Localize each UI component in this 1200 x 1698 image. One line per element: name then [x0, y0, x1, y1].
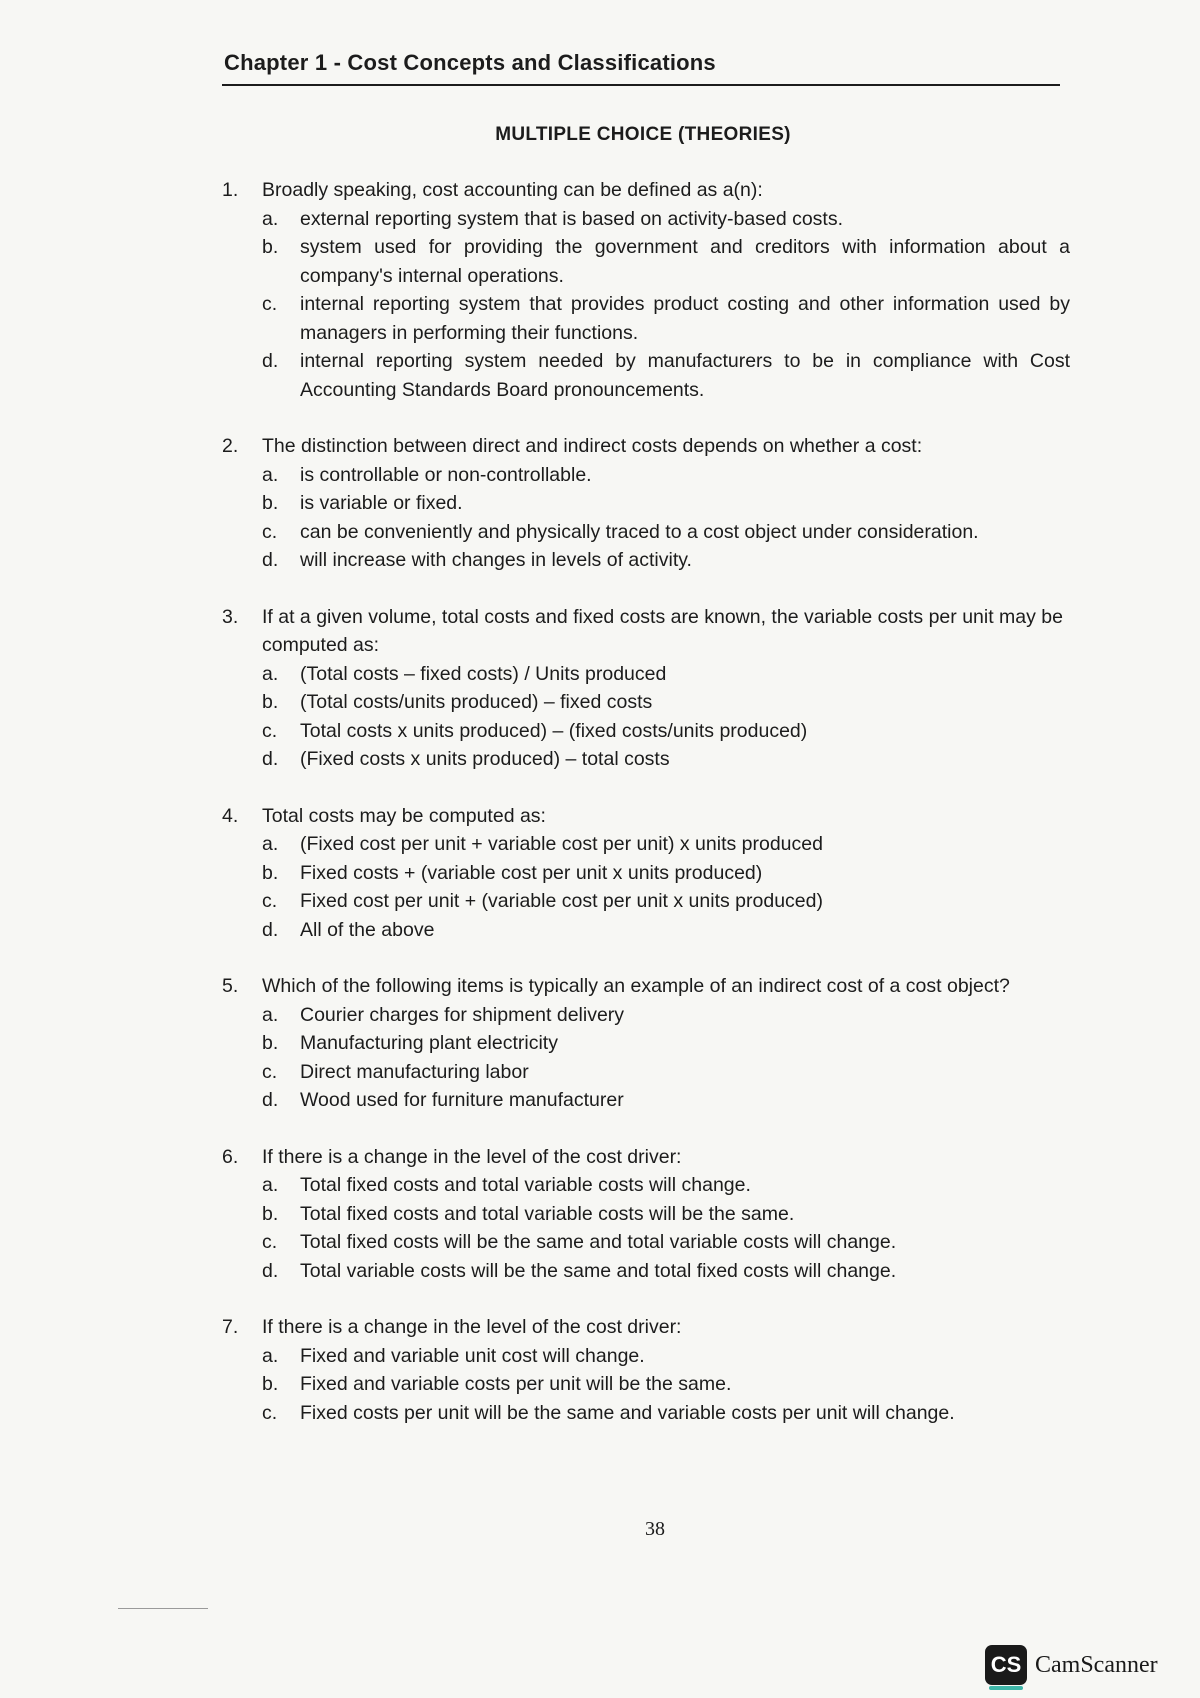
- option-text: Fixed costs + (variable cost per unit x units produced): [300, 861, 763, 884]
- answer-option: [262, 1058, 1070, 1087]
- answer-option: [262, 1399, 1070, 1428]
- option-text: (Fixed costs x units produced) – total costs: [300, 748, 670, 770]
- chapter-header: [222, 50, 1060, 86]
- option-list: [262, 461, 1070, 575]
- answer-option: [262, 830, 1070, 859]
- question-text: If there is a change in the level of the cost driver:: [262, 1316, 682, 1338]
- option-text: Wood used for furniture manufacturer: [300, 1089, 624, 1111]
- answer-option: [262, 546, 1070, 575]
- option-letter: b.: [262, 861, 279, 884]
- option-letter: d.: [262, 918, 279, 941]
- option-letter: c.: [262, 1060, 278, 1083]
- option-text: (Fixed cost per unit + variable cost per unit) x units produced: [300, 833, 823, 855]
- option-text: is controllable or non-controllable.: [300, 463, 592, 486]
- question-stem: [222, 432, 1070, 461]
- question-number: 2.: [222, 435, 239, 457]
- question-item: [222, 432, 1070, 575]
- option-text: (Total costs – fixed costs) / Units produced: [300, 662, 667, 685]
- question-stem: [222, 176, 1070, 205]
- answer-option: [262, 461, 1070, 490]
- option-letter: d.: [262, 549, 279, 571]
- option-letter: d.: [262, 1259, 279, 1282]
- answer-option: [262, 518, 1070, 547]
- option-letter: c.: [262, 293, 278, 315]
- question-number: 3.: [222, 605, 239, 628]
- answer-option: [262, 1171, 1070, 1200]
- option-text: Total costs x units produced) – (fixed costs/units produced): [300, 719, 808, 742]
- question-number: 4.: [222, 804, 239, 827]
- camscanner-logo-icon: CS: [985, 1645, 1027, 1685]
- option-text: Fixed cost per unit + (variable cost per unit x units produced): [300, 890, 823, 912]
- option-text: Total fixed costs and total variable costs will change.: [300, 1174, 751, 1196]
- answer-option: [262, 916, 1070, 945]
- question-item: [222, 1143, 1070, 1286]
- option-text: (Total costs/units produced) – fixed costs: [300, 691, 653, 713]
- option-letter: b.: [262, 1202, 279, 1225]
- question-item: [222, 176, 1070, 404]
- option-letter: b.: [262, 236, 279, 258]
- option-text: Total fixed costs will be the same and total variable costs will change.: [300, 1231, 897, 1253]
- answer-option: [262, 1200, 1070, 1229]
- option-letter: c.: [262, 1401, 278, 1424]
- question-stem: [222, 802, 1070, 831]
- question-stem: [222, 972, 1070, 1001]
- option-letter: a.: [262, 1174, 279, 1196]
- question-number: 5.: [222, 975, 239, 997]
- question-text: The distinction between direct and indirect costs depends on whether a cost:: [262, 435, 923, 457]
- answer-option: [262, 887, 1070, 916]
- answer-option: [262, 1370, 1070, 1399]
- option-letter: b.: [262, 1032, 279, 1054]
- answer-option: [262, 688, 1070, 717]
- option-list: [262, 660, 1070, 774]
- header-rule: [222, 84, 1060, 86]
- answer-option: [262, 489, 1070, 518]
- option-text: Total variable costs will be the same and total fixed costs will change.: [300, 1259, 897, 1282]
- option-text: All of the above: [300, 918, 435, 941]
- question-number: 6.: [222, 1145, 239, 1168]
- answer-option: [262, 347, 1070, 404]
- option-text: can be conveniently and physically traced to a cost object under consideration.: [300, 520, 979, 543]
- answer-option: [262, 1342, 1070, 1371]
- option-text: external reporting system that is based on activity-based costs.: [300, 207, 844, 230]
- option-list: [262, 1001, 1070, 1115]
- question-text: Total costs may be computed as:: [262, 804, 546, 827]
- option-list: [262, 205, 1070, 405]
- question-number: 1.: [222, 179, 239, 201]
- camscanner-name: CamScanner: [1035, 1651, 1158, 1678]
- option-list: [262, 1342, 1070, 1428]
- option-letter: a.: [262, 207, 279, 230]
- question-stem: [222, 603, 1070, 660]
- option-text: internal reporting system that provides product costing and other information used by managers in performing their functions.: [300, 293, 1070, 344]
- option-text: internal reporting system needed by manufacturers to be in compliance with Cost Accounting Standards Board pronouncements.: [300, 350, 1070, 401]
- option-letter: c.: [262, 1231, 278, 1253]
- question-text: If there is a change in the level of the cost driver:: [262, 1145, 682, 1168]
- option-text: Manufacturing plant electricity: [300, 1032, 558, 1054]
- option-letter: b.: [262, 1373, 279, 1395]
- option-list: [262, 830, 1070, 944]
- option-letter: a.: [262, 463, 279, 486]
- option-letter: b.: [262, 691, 279, 713]
- option-text: Direct manufacturing labor: [300, 1060, 529, 1083]
- answer-option: [262, 1001, 1070, 1030]
- option-letter: c.: [262, 890, 278, 912]
- question-stem: [222, 1143, 1070, 1172]
- option-text: Fixed costs per unit will be the same and variable costs per unit will change.: [300, 1401, 955, 1424]
- option-letter: a.: [262, 833, 279, 855]
- answer-option: [262, 1257, 1070, 1286]
- option-text: Total fixed costs and total variable costs will be the same.: [300, 1202, 795, 1225]
- option-letter: d.: [262, 1089, 279, 1111]
- option-text: system used for providing the government and creditors with information about a company's internal operations.: [300, 236, 1070, 287]
- question-item: [222, 603, 1070, 774]
- question-text: Broadly speaking, cost accounting can be defined as a(n):: [262, 179, 763, 201]
- option-letter: a.: [262, 662, 279, 685]
- page-number: 38: [645, 1518, 665, 1540]
- option-text: will increase with changes in levels of activity.: [300, 549, 692, 571]
- question-item: [222, 802, 1070, 945]
- option-text: Fixed and variable costs per unit will be the same.: [300, 1373, 732, 1395]
- option-letter: d.: [262, 350, 279, 372]
- answer-option: [262, 717, 1070, 746]
- scan-artifact-line: [118, 1608, 208, 1609]
- camscanner-watermark: [985, 1645, 1158, 1685]
- option-letter: b.: [262, 492, 279, 514]
- answer-option: [262, 660, 1070, 689]
- option-text: Fixed and variable unit cost will change.: [300, 1344, 645, 1367]
- option-letter: d.: [262, 748, 279, 770]
- option-list: [262, 1171, 1070, 1285]
- chapter-title: Chapter 1 - Cost Concepts and Classifications: [224, 50, 716, 75]
- answer-option: [262, 1228, 1070, 1257]
- answer-option: [262, 859, 1070, 888]
- option-letter: a.: [262, 1003, 279, 1026]
- option-letter: c.: [262, 520, 278, 543]
- question-stem: [222, 1313, 1070, 1342]
- option-text: is variable or fixed.: [300, 492, 463, 514]
- question-list: [222, 176, 1070, 1455]
- answer-option: [262, 1029, 1070, 1058]
- answer-option: [262, 233, 1070, 290]
- option-letter: c.: [262, 719, 278, 742]
- answer-option: [262, 1086, 1070, 1115]
- answer-option: [262, 290, 1070, 347]
- answer-option: [262, 205, 1070, 234]
- section-title: MULTIPLE CHOICE (THEORIES): [495, 124, 791, 145]
- question-item: [222, 972, 1070, 1115]
- question-text: Which of the following items is typically an example of an indirect cost of a cost object?: [262, 975, 1010, 997]
- question-item: [222, 1313, 1070, 1427]
- option-letter: a.: [262, 1344, 279, 1367]
- question-text: If at a given volume, total costs and fixed costs are known, the variable costs per unit may be computed as:: [262, 605, 1063, 656]
- answer-option: [262, 745, 1070, 774]
- option-text: Courier charges for shipment delivery: [300, 1003, 625, 1026]
- question-number: 7.: [222, 1316, 239, 1338]
